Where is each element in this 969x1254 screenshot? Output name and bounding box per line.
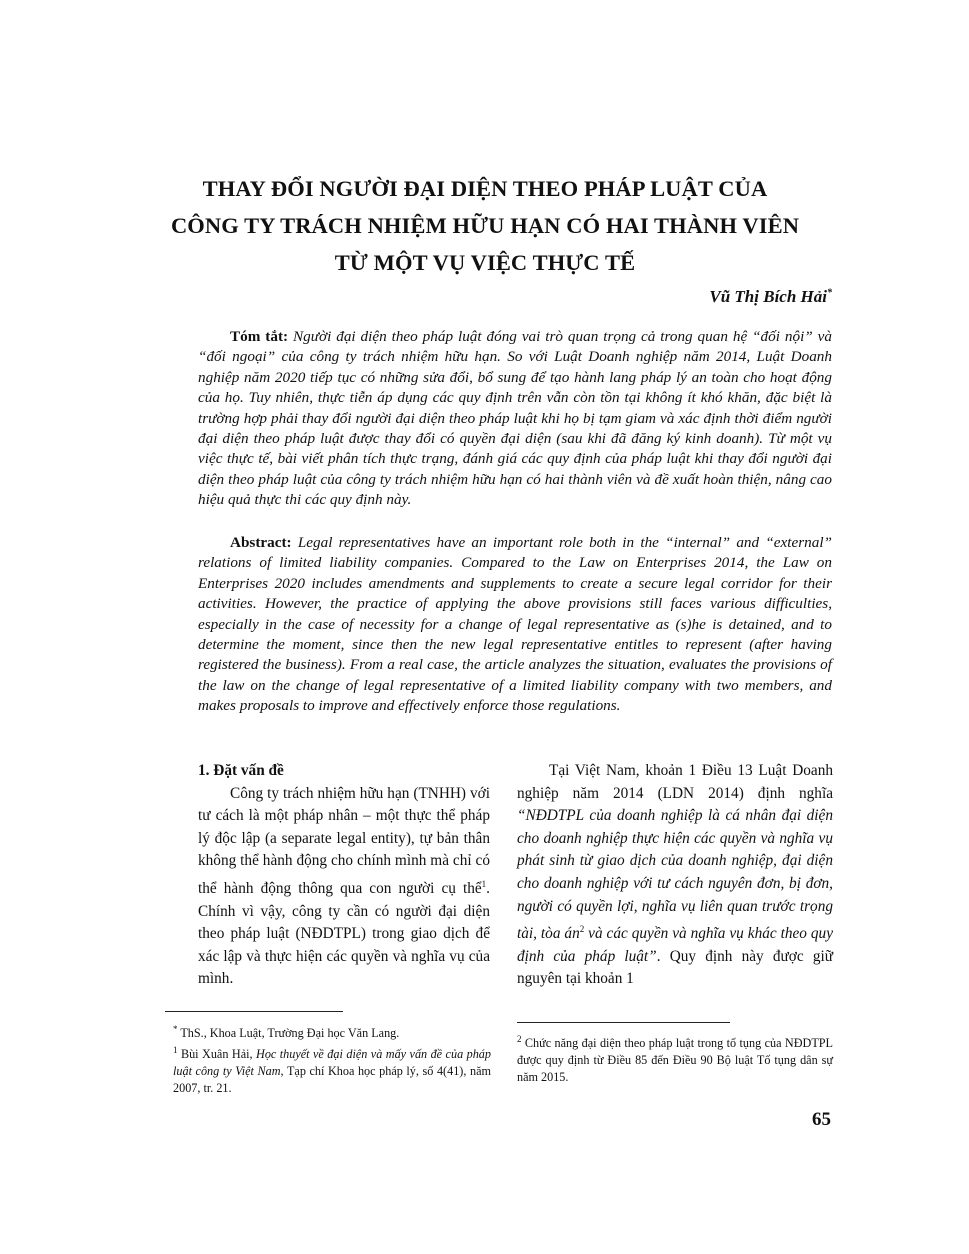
right-intro: Tại Việt Nam, khoản 1 Điều 13 Luật Doanh nghiệp năm 2014 (LDN 2014) định nghĩa (517, 762, 833, 802)
footnote-text: , Tạp chí Khoa học pháp lý, số 4(41), năm 2007, tr. 21. (173, 1064, 491, 1096)
footnote-divider-left (165, 1011, 343, 1012)
en-abstract-text: Legal representatives have an important role both in the “internal” and “external” relations of limited liability companies. Compared to the Law on Enterprises 2014, the Law on Enterprises 2020 includes amendments and supplements to create a secure legal corridor for their activities. However, the practice of applying the above provisions still faces various difficulties, especially in the case of necessity for a change of legal representative as (s)he is detained, and to determine the moment, since then the new legal representative entitles to represent (after having registered the business). From a real case, the article analyzes the situation, evaluates the provisions of the law on the change of legal representative of a limited liability company with two members, and makes proposals to improve and effectively enforce those regulations. (198, 534, 832, 715)
footnote-text: Chức năng đại diện theo pháp luật trong tố tụng của NĐDTPL được quy định từ Điều 85 đến Điều 90 Bộ luật Tố tụng dân sự năm 2015. (517, 1036, 833, 1085)
author-name: Vũ Thị Bích Hải (709, 287, 827, 306)
page-number: 65 (812, 1109, 831, 1130)
footnote-mark: * (173, 1024, 178, 1034)
title-line-3: TỪ MỘT VỤ VIỆC THỰC TẾ (334, 250, 636, 275)
body-paragraph (198, 783, 490, 991)
footnote-ref-1: 1 (481, 878, 487, 889)
footnote-italic: Học thuyết về đại diện và mấy vấn đề của pháp luật công ty Việt Nam (173, 1047, 491, 1079)
footnote-item (517, 1031, 833, 1086)
right-quote-a: “NĐDTPL của doanh nghiệp là cá nhân đại diện cho doanh nghiệp thực hiện các quyền và nghĩa vụ phát sinh từ giao dịch của doanh nghiệp, đại diện cho doanh nghiệp với tư cách nguyên đơn, bị đơn, người có quyền lợi, nghĩa vụ liên quan trước trọng tài, tòa án (517, 807, 833, 943)
vn-abstract-label: Tóm tắt: (230, 328, 289, 345)
body-column-left (198, 760, 490, 991)
body-column-right (517, 760, 833, 991)
footnote-item (173, 1042, 491, 1097)
footnote-text: Bùi Xuân Hải, (177, 1047, 257, 1062)
footnote-divider-right (517, 1022, 730, 1023)
right-tail: . Quy định này được giữ nguyên tại khoản 1 (517, 947, 834, 988)
title-line-1: THAY ĐỔI NGƯỜI ĐẠI DIỆN THEO PHÁP LUẬT CỦA (202, 176, 768, 201)
author-byline (709, 287, 832, 307)
footnotes-left (173, 1021, 491, 1097)
footnote-item (173, 1021, 491, 1042)
section-heading: 1. Đặt vấn đề (198, 762, 284, 779)
title-line-2: CÔNG TY TRÁCH NHIỆM HỮU HẠN CÓ HAI THÀNH VIÊN (170, 213, 800, 238)
author-footnote-mark: * (827, 287, 832, 299)
vn-abstract-text: Người đại diện theo pháp luật đóng vai trò quan trọng cả trong quan hệ “đối nội” và “đối ngoại” của công ty trách nhiệm hữu hạn. So với Luật Doanh nghiệp năm 2014, Luật Doanh nghiệp năm 2020 tiếp tục có những sửa đổi, bổ sung để tạo hành lang pháp lý an toàn cho hoạt động của họ. Tuy nhiên, thực tiễn áp dụng các quy định trên vẫn còn tồn tại không ít khó khăn, đặc biệt là trường hợp phải thay đổi người đại diện theo pháp luật khi họ bị tạm giam và xác định thời điểm người đại diện theo pháp luật được thay đổi có quyền đại diện (sau khi đã đăng ký kinh doanh). Từ một vụ việc thực tế, bài viết phân tích thực trạng, đánh giá các quy định của pháp luật khi thay đổi người đại diện theo pháp luật của công ty trách nhiệm hữu hạn có hai thành viên và đề xuất hoàn thiện, nâng cao hiệu quả thực thi các quy định này. (198, 328, 832, 509)
footnote-text: ThS., Khoa Luật, Trường Đại học Văn Lang. (177, 1026, 400, 1041)
left-para-a: Công ty trách nhiệm hữu hạn (TNHH) với tư cách là một pháp nhân – một thực thể pháp lý độc lập (a separate legal entity), tự bản thân không thể hành động cho chính mình mà chỉ có thể hành động thông qua con người cụ thể (198, 784, 490, 898)
footnote-mark: 2 (517, 1034, 522, 1044)
body-paragraph (517, 760, 833, 991)
en-abstract-label: Abstract: (230, 534, 292, 551)
english-abstract (198, 533, 832, 717)
left-para-b: . Chính vì vậy, công ty cần có người đại diện theo pháp luật (NĐDTPL) trong giao dịch để xác lập và thực hiện các quyền và nghĩa vụ của mình. (198, 880, 490, 988)
vietnamese-abstract (198, 327, 832, 511)
right-quote-b: và các quyền và nghĩa vụ khác theo quy định của pháp luật” (517, 925, 833, 965)
footnotes-right (517, 1031, 833, 1086)
footnote-ref-2: 2 (579, 924, 585, 935)
article-title (100, 170, 870, 281)
footnote-mark: 1 (173, 1045, 178, 1056)
